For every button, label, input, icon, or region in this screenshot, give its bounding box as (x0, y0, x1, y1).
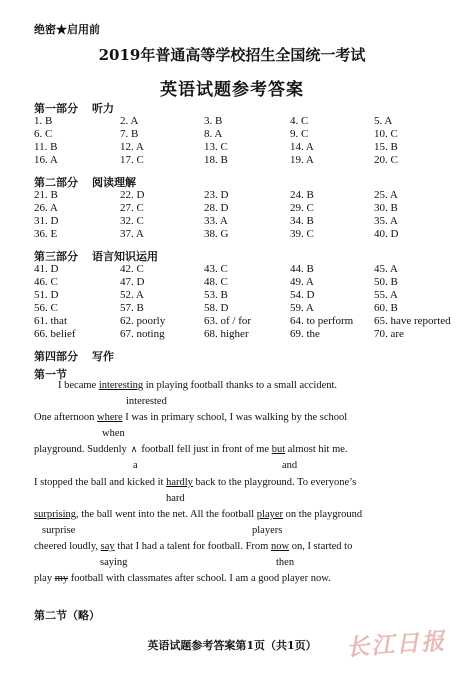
part1-answer-grid (34, 115, 434, 167)
answer-item: 30. B (374, 202, 398, 214)
essay-line-6 (34, 541, 352, 552)
answer-item: 39. C (290, 228, 314, 240)
error-word: player (256, 509, 284, 520)
essay-text: in playing football thanks to a small accident. (143, 380, 338, 391)
answer-item: 29. C (290, 202, 314, 214)
answer-item: 46. C (34, 276, 58, 288)
answer-item: 23. D (204, 189, 229, 201)
answer-item: 63. of / for (204, 315, 252, 327)
essay-line-3 (34, 444, 348, 455)
essay-text: football with classmates after school. I am a good player now. (68, 573, 331, 584)
part2-name: 阅读理解 (92, 176, 136, 189)
answer-row (34, 115, 434, 128)
answer-item: 21. B (34, 189, 58, 201)
answer-row (34, 215, 434, 228)
exam-title: 2019年普通高等学校招生全国统一考试 (98, 46, 366, 64)
essay-text: I became (58, 380, 99, 391)
page-footer: 英语试题参考答案第1页（共1页） (147, 639, 317, 652)
answer-item: 6. C (34, 128, 53, 140)
part3-name: 语言知识运用 (92, 250, 158, 263)
essay-text: that I had a talent for football. From (114, 541, 271, 552)
correction-word: and (282, 460, 298, 471)
essay-text: football fell just in front of me (141, 444, 272, 455)
essay-line-1 (58, 380, 337, 391)
answer-item: 19. A (290, 154, 314, 166)
answer-item: 58. D (204, 302, 229, 314)
part1-name: 听力 (92, 102, 114, 115)
answer-item: 28. D (204, 202, 229, 214)
part4-name: 写作 (92, 350, 114, 363)
essay-line-2 (34, 412, 347, 423)
answer-item: 4. C (290, 115, 309, 127)
section2-label: 第二节（略） (34, 609, 100, 622)
answer-item: 45. A (374, 263, 398, 275)
essay-text: I stopped the ball and kicked it (34, 477, 167, 488)
part2-number: 第二部分 (34, 176, 78, 189)
answer-item: 49. A (290, 276, 314, 288)
answer-item: 15. B (374, 141, 398, 153)
answer-item: 47. D (120, 276, 145, 288)
answer-item: 35. A (374, 215, 398, 227)
answer-row (34, 189, 434, 202)
answer-item: 43. C (204, 263, 228, 275)
document-title: 英语试题参考答案 (160, 80, 304, 100)
answer-item: 44. B (290, 263, 314, 275)
error-word: where (96, 412, 123, 423)
answer-item: 31. D (34, 215, 59, 227)
confidential-label: 绝密★启用前 (34, 23, 100, 36)
answer-row (34, 228, 434, 241)
answer-item: 1. B (34, 115, 53, 127)
error-word: surprising (34, 509, 76, 520)
answer-row (34, 289, 434, 302)
essay-text: on, I started to (289, 541, 353, 552)
answer-row (34, 141, 434, 154)
answer-item: 24. B (290, 189, 314, 201)
answer-item: 69. the (290, 328, 320, 340)
essay-text: cheered loudly, (34, 541, 101, 552)
answer-item: 61. that (34, 315, 67, 327)
essay-line-5 (34, 509, 362, 520)
answer-item: 62. poorly (120, 315, 166, 327)
answer-item: 52. A (120, 289, 144, 301)
error-word: now (270, 541, 290, 552)
answer-item: 53. B (204, 289, 228, 301)
part1-heading (34, 100, 114, 116)
part1-number: 第一部分 (34, 102, 78, 115)
correction-word: players (252, 525, 283, 536)
deleted-word: my (54, 573, 69, 584)
part3-number: 第三部分 (34, 250, 78, 263)
answer-item: 8. A (204, 128, 223, 140)
answer-item: 20. C (374, 154, 398, 166)
error-word: hardly (166, 477, 193, 488)
correction-word: when (102, 428, 125, 439)
answer-item: 26. A (34, 202, 58, 214)
essay-text: One afternoon (34, 412, 97, 423)
answer-item: 14. A (290, 141, 314, 153)
answer-item: 50. B (374, 276, 398, 288)
error-word: interesting (98, 380, 144, 391)
answer-item: 18. B (204, 154, 228, 166)
part4-number: 第四部分 (34, 350, 78, 363)
answer-item: 55. A (374, 289, 398, 301)
answer-item: 7. B (120, 128, 139, 140)
answer-item: 33. A (204, 215, 228, 227)
answer-item: 54. D (290, 289, 315, 301)
answer-item: 27. C (120, 202, 144, 214)
answer-item: 5. A (374, 115, 393, 127)
correction-word: then (276, 557, 295, 568)
essay-line-7 (34, 573, 331, 584)
answer-item: 42. C (120, 263, 144, 275)
answer-row (34, 154, 434, 167)
essay-text: on the playground (283, 509, 363, 520)
answer-item: 25. A (374, 189, 398, 201)
answer-item: 22. D (120, 189, 145, 201)
answer-item: 70. are (374, 328, 404, 340)
answer-item: 38. G (204, 228, 229, 240)
answer-item: 51. D (34, 289, 59, 301)
answer-item: 41. D (34, 263, 59, 275)
answer-item: 60. B (374, 302, 398, 314)
answer-row (34, 328, 434, 341)
section1-label: 第一节 (34, 368, 67, 381)
essay-line-4 (34, 477, 356, 488)
part2-heading (34, 174, 136, 190)
answer-item: 64. to perform (290, 315, 354, 327)
correction-word: a (133, 460, 138, 471)
answer-row (34, 276, 434, 289)
part3-heading (34, 248, 158, 264)
answer-item: 68. higher (204, 328, 249, 340)
answer-item: 66. belief (34, 328, 76, 340)
answer-row (34, 302, 434, 315)
answer-item: 32. C (120, 215, 144, 227)
answer-item: 57. B (120, 302, 144, 314)
answer-row (34, 202, 434, 215)
answer-item: 16. A (34, 154, 58, 166)
answer-item: 59. A (290, 302, 314, 314)
answer-item: 17. C (120, 154, 144, 166)
answer-item: 12. A (120, 141, 144, 153)
answer-item: 3. B (204, 115, 223, 127)
answer-item: 56. C (34, 302, 58, 314)
essay-text: playground. Suddenly (34, 444, 127, 455)
insertion-caret-icon: ∧ (130, 445, 138, 455)
answer-item: 37. A (120, 228, 144, 240)
answer-row (34, 263, 434, 276)
essay-text: back to the playground. To everyone’s (192, 477, 357, 488)
answer-item: 36. E (34, 228, 58, 240)
answer-row (34, 128, 434, 141)
part3-answer-grid (34, 263, 451, 341)
newspaper-watermark-logo: 长江日报 (345, 627, 447, 662)
essay-text: almost hit me. (285, 444, 348, 455)
answer-item: 9. C (290, 128, 309, 140)
correction-word: hard (166, 493, 185, 504)
part4-heading (34, 348, 114, 364)
answer-item: 11. B (34, 141, 58, 153)
part2-answer-grid (34, 189, 434, 241)
answer-row (34, 315, 451, 328)
answer-item: 13. C (204, 141, 228, 153)
answer-item: 65. have reported (374, 315, 451, 327)
answer-item: 2. A (120, 115, 139, 127)
correction-word: saying (100, 557, 128, 568)
answer-item: 40. D (374, 228, 399, 240)
essay-text: , the ball went into the net. All the football (76, 509, 257, 520)
correction-word: interested (126, 396, 167, 407)
essay-text: play (34, 573, 55, 584)
error-word: but (271, 444, 286, 455)
answer-item: 48. C (204, 276, 228, 288)
answer-item: 67. noting (120, 328, 165, 340)
answer-item: 34. B (290, 215, 314, 227)
answer-item: 10. C (374, 128, 398, 140)
essay-text: I was in primary school, I was walking by the school (122, 412, 348, 423)
correction-word: surprise (42, 525, 76, 536)
error-word: say (100, 541, 115, 552)
